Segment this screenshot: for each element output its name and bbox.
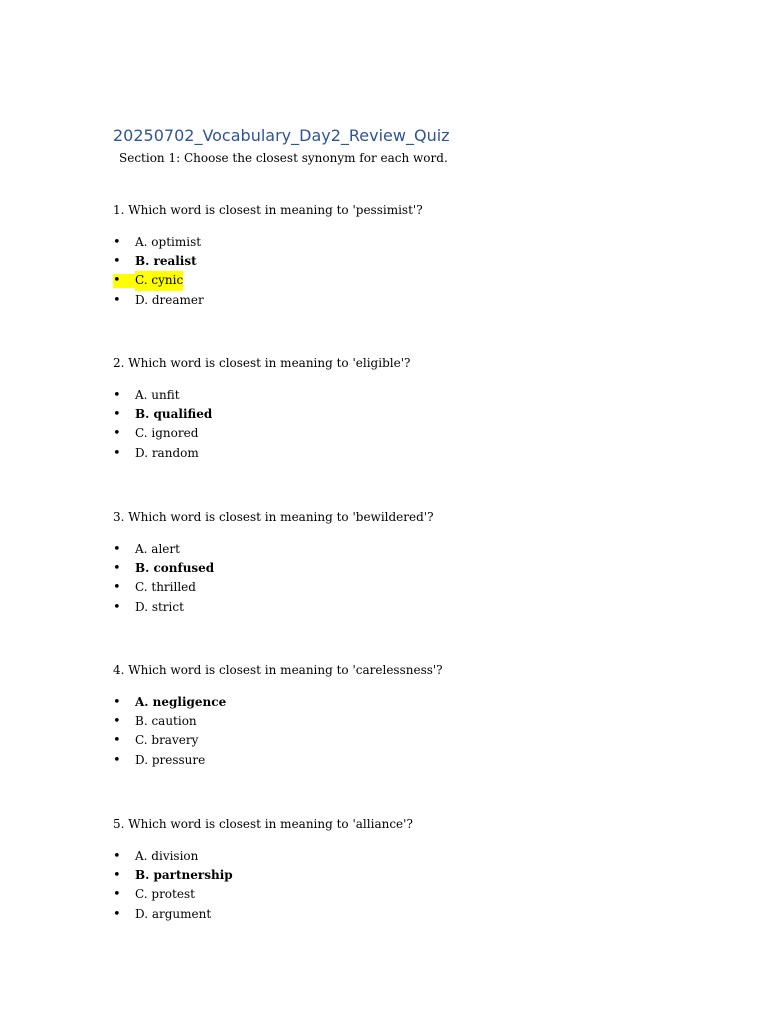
bullet-icon: • (113, 849, 121, 864)
bullet-icon: • (113, 426, 121, 442)
option-label: C. cynic (135, 271, 183, 290)
option-label: A. unfit (135, 388, 180, 402)
option-item (113, 540, 713, 559)
question-1 (113, 201, 713, 310)
option-label: A. division (135, 849, 199, 863)
option-label: D. random (135, 445, 199, 460)
bullet-icon: • (113, 868, 121, 884)
option-label: B. qualified (135, 407, 213, 422)
option-item (113, 866, 713, 885)
option-item (113, 252, 713, 271)
question-text: 2. Which word is closest in meaning to 'eligible'? (113, 356, 411, 370)
bullet-icon: • (113, 254, 121, 270)
bullet-icon: • (113, 542, 121, 557)
bullet-icon: • (113, 445, 121, 461)
question-5 (113, 815, 713, 924)
option-item (113, 291, 713, 310)
option-list (113, 847, 713, 924)
option-label: B. partnership (135, 868, 233, 883)
option-item (113, 885, 713, 904)
question-text: 4. Which word is closest in meaning to 'carelessness'? (113, 663, 443, 677)
option-label: A. alert (135, 542, 180, 556)
option-item (113, 847, 713, 866)
bullet-icon: • (113, 599, 121, 615)
option-item (113, 712, 713, 731)
bullet-icon: • (113, 407, 121, 423)
bullet-icon: • (113, 561, 121, 577)
option-item (113, 444, 713, 463)
option-label: B. realist (135, 254, 197, 269)
bullet-icon: • (113, 388, 121, 403)
option-label: C. protest (135, 887, 195, 902)
bullet-icon: • (113, 906, 121, 922)
option-item (113, 386, 713, 405)
option-label: D. dreamer (135, 292, 204, 307)
question-text: 1. Which word is closest in meaning to 'pessimist'? (113, 203, 423, 217)
option-item (113, 559, 713, 578)
question-3 (113, 508, 713, 617)
question-4 (113, 661, 713, 770)
option-label: B. confused (135, 561, 215, 576)
option-item (113, 751, 713, 770)
option-item (113, 271, 713, 290)
question-2 (113, 354, 713, 463)
question-text: 3. Which word is closest in meaning to 'bewildered'? (113, 510, 434, 524)
option-item (113, 233, 713, 252)
option-label: D. pressure (135, 752, 206, 767)
bullet-icon: • (113, 887, 121, 903)
bullet-icon: • (113, 273, 121, 289)
option-item (113, 598, 713, 617)
bullet-icon: • (113, 580, 121, 596)
option-list (113, 386, 713, 463)
option-list (113, 540, 713, 617)
option-label: A. negligence (135, 695, 227, 709)
option-label: C. bravery (135, 733, 199, 748)
option-item (113, 693, 713, 712)
document-title: 20250702_Vocabulary_Day2_Review_Quiz (113, 126, 450, 145)
option-label: A. optimist (135, 235, 202, 249)
option-label: D. strict (135, 599, 184, 614)
question-text: 5. Which word is closest in meaning to 'alliance'? (113, 817, 413, 831)
bullet-icon: • (113, 695, 121, 710)
bullet-icon: • (113, 714, 121, 730)
bullet-icon: • (113, 292, 121, 308)
option-item (113, 731, 713, 750)
bullet-icon: • (113, 235, 121, 250)
option-label: C. ignored (135, 426, 199, 441)
option-list (113, 233, 713, 310)
option-label: D. argument (135, 906, 212, 921)
option-list (113, 693, 713, 770)
option-label: C. thrilled (135, 580, 196, 595)
option-label: B. caution (135, 714, 197, 729)
option-item (113, 405, 713, 424)
option-item (113, 578, 713, 597)
bullet-icon: • (113, 733, 121, 749)
bullet-icon: • (113, 752, 121, 768)
option-item (113, 424, 713, 443)
section-instruction: Section 1: Choose the closest synonym for each word. (119, 151, 448, 165)
option-item (113, 905, 713, 924)
